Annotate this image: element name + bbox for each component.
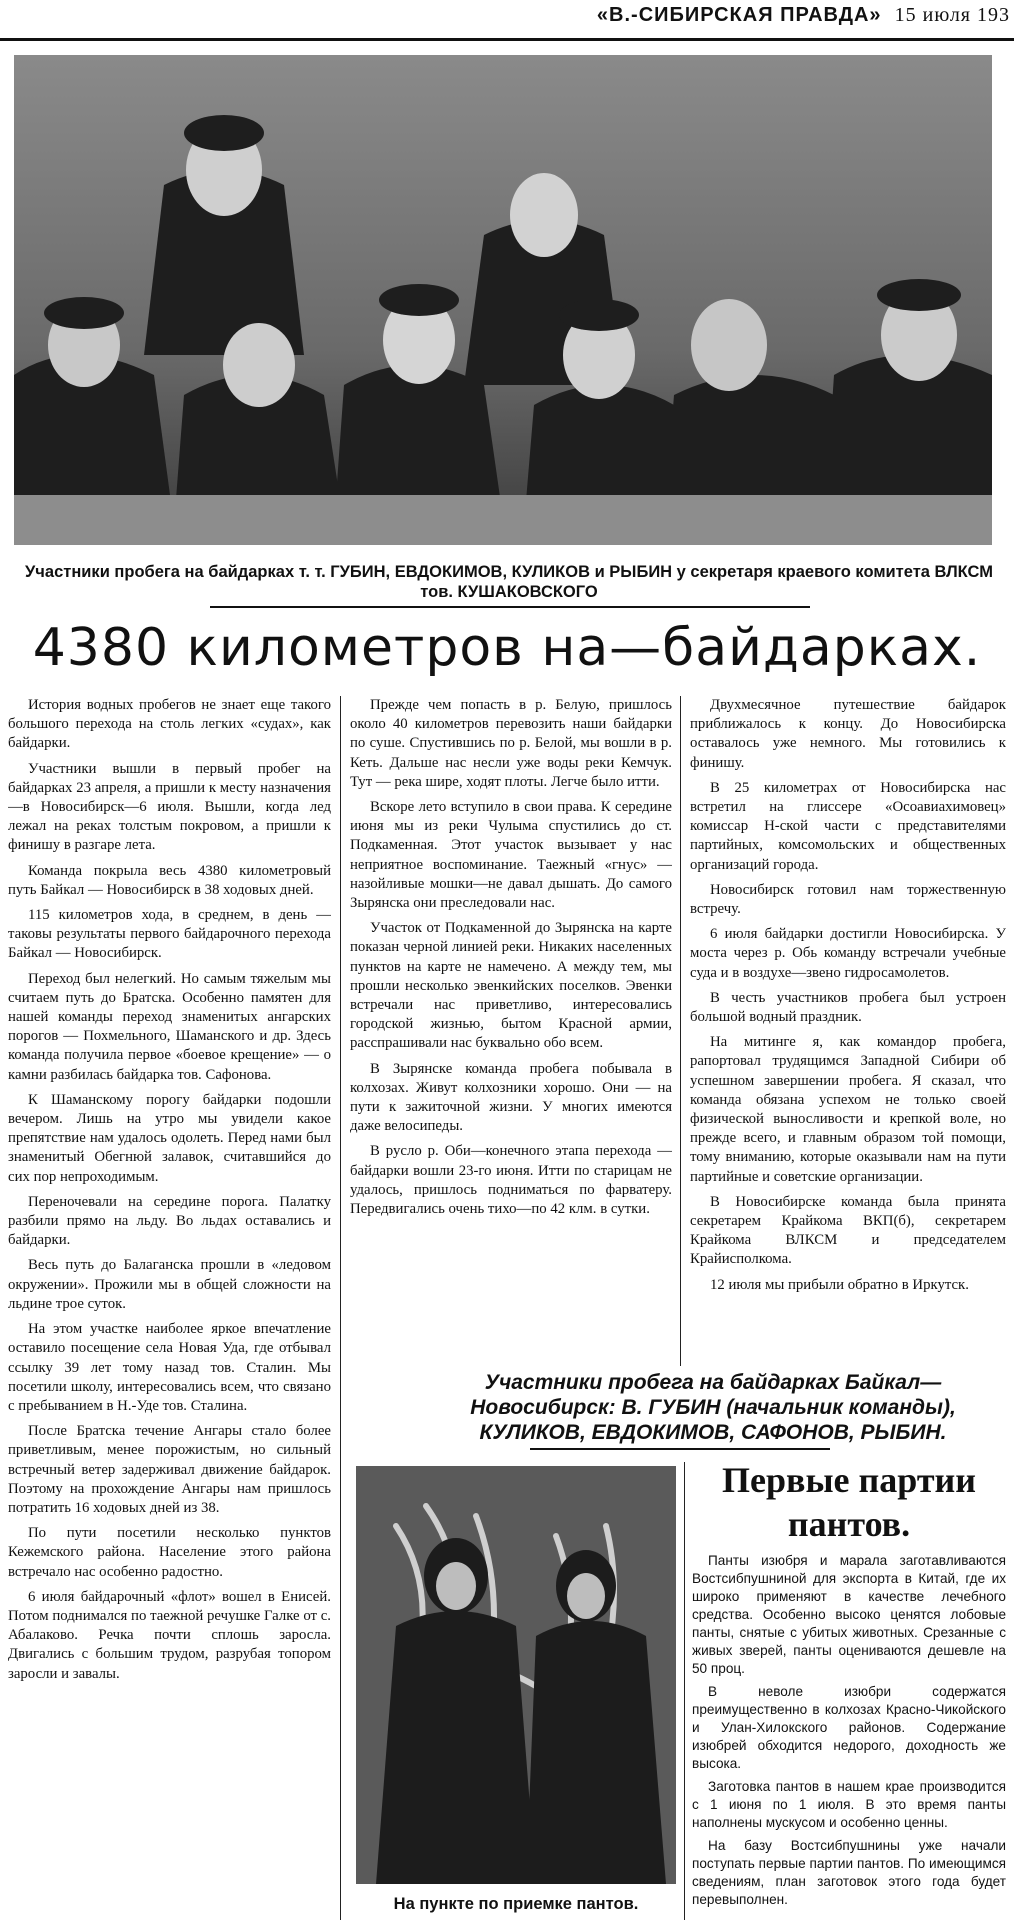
paragraph: Участники вышли в первый пробег на байдарках 23 апреля, а пришли к месту назначения—в Новосибирск—6 июля. Вышли, когда лед лежал на реках толстым покровом, а пришли к финишу в разгаре лета. [8, 760, 331, 854]
paragraph: По пути посетили несколько пунктов Кежемского района. Население этого района встречало нас особенно радостно. [8, 1525, 331, 1580]
column-divider [684, 1462, 685, 1920]
paragraph: Прежде чем попасть в р. Белую, пришлось около 40 километров перевозить наши байдарки по суше. Спустившись по р. Белой, мы вошли в р. Кеть. Дальше нас несли уже воды реки Кемчук. Тут — река шире, ходят плоты. Легче было итти. [350, 697, 672, 790]
paragraph: На базу Востсибпушнины уже начали поступать первые партии пантов. По имеющимся сведениям, план заготовок этого года будет перевыполнен. [692, 1838, 1006, 1907]
participants-list: Участники пробега на байдарках Байкал—Новосибирск: В. ГУБИН (начальник команды), КУЛИКОВ, ЕВДОКИМОВ, САФОНОВ, РЫБИН. [470, 1371, 956, 1444]
paragraph: Вскоре лето вступило в свои права. К середине июня мы из реки Чулыма спустились до ст. Подкаменная. Этот участок вызывает у нас неприятное воспоминание. Таежный «гнус» — назойливые мошки—не давал дышать. До самого Зырянска они преследовали нас. [350, 799, 672, 912]
antlers-photo-image [356, 1466, 676, 1884]
paragraph: Панты изюбря и марала заготавливаются Востсибпушниной для экспорта в Китай, где их широко применяют в качестве лечебного средства. Особенно высоко ценятся лобовые панты, снятые с убитых животных. Срезанные с живых зверей, панты оцениваются дешевле на 50 проц. [692, 1553, 1006, 1676]
participants-photo [14, 55, 992, 545]
paragraph: 12 июля мы прибыли обратно в Иркутск. [710, 1276, 969, 1293]
paragraph: На этом участке наиболее яркое впечатление оставило посещение села Новая Уда, где отбывал ссылку 39 лет тому назад тов. Сталин. Мы посетили школу, интересовались всем, что связано с пребыванием в Н.-Уде тов. Сталина. [8, 1321, 331, 1414]
column-divider [340, 696, 341, 1920]
paragraph: В Новосибирске команда была принята секретарем Крайкома ВКП(б), секретарем Крайкома ВЛКСМ и председателем Крайисполкома. [690, 1193, 1006, 1268]
paragraph: Заготовка пантов в нашем крае производится с 1 июня по 1 июля. В это время панты наполнены мускусом и особенно ценны. [692, 1779, 1006, 1830]
page-header [597, 4, 1010, 27]
article-column-2 [350, 696, 672, 1366]
paragraph: К Шаманскому порогу байдарки подошли вечером. Лишь на утро мы увидели какое препятствие нам удалось одолеть. Перед нами был знаменитый Обегнюй залавок, считавшийся до сих пор непроходимым. [8, 1091, 331, 1185]
paragraph: Переночевали на середине порога. Палатку разбили прямо на льду. Во льдах оставались и байдарки. [8, 1193, 331, 1249]
paragraph: 115 километров хода, в среднем, в день — таковы результаты первого байдарочного перехода Байкал — Новосибирск. [8, 907, 331, 962]
paragraph: Переход был нелегкий. Но самым тяжелым мы считаем путь до Братска. Особенно памятен для нашей команды переход знаменитых ангарских порогов — Похмельного, Шаманского и др. Здесь команда получила первое «боевое крещение» — о камни разбилась байдарка тов. Сафонова. [8, 970, 331, 1083]
paragraph: В 25 километрах от Новосибирска нас встретил на глиссере «Осоавиахимовец» комиссар Н-ской части с представителями партийных, комсомольских и общественных организаций города. [690, 779, 1006, 873]
paragraph: Весь путь до Балаганска прошли в «ледовом окружении». Прожили мы в общей сложности на льдине трое суток. [8, 1257, 331, 1312]
paragraph: В неволе изюбри содержатся преимущественно в колхозах Красно-Чикойского и Улан-Хилокского районов. Содержание изюбрей обходится недорого, доходность же высока. [692, 1684, 1006, 1771]
paragraph: После Братска течение Ангары стало более приветливым, менее порожистым, но сильный встречный ветер задерживал движение байдарок. Поэтому на прохождение Ангары нам пришлось потратить 16 ходовых дней из 38. [8, 1423, 331, 1516]
paragraph: История водных пробегов не знает еще такого большого перехода на столь легких «судах», как байдарки. [8, 697, 331, 752]
paragraph: 6 июля байдарки достигли Новосибирска. У моста через р. Обь команду встречали учебные суда и в воздухе—звено гидросамолетов. [690, 926, 1006, 981]
participants-rule [530, 1448, 830, 1450]
antlers-photo-caption: На пункте по приемке пантов. [393, 1895, 639, 1913]
issue-date: 15 июля 193 [894, 4, 1010, 26]
paragraph: Двухмесячное путешествие байдарок приближалось к концу. До Новосибирска оставалось уже немного. Мы готовились к финишу. [690, 697, 1006, 771]
antlers-photo [356, 1466, 676, 1884]
paragraph: Команда покрыла весь 4380 километровый путь Байкал — Новосибирск в 38 ходовых дней. [8, 862, 331, 898]
newspaper-name: «В.-СИБИРСКАЯ ПРАВДА» [596, 4, 882, 26]
participants-photo-image [14, 55, 992, 545]
article-column-3 [690, 696, 1006, 1366]
paragraph: Участок от Подкаменной до Зырянска на карте показан черной линией реки. Никаких населенных пунктов на карте не намечено. А между тем, мы прошли несколько эвенкийских поселков. Эвенки встречали нас приветливо, интересовались городской жизнью, бытом Красной армии, расспрашивали нас буквально обо всем. [350, 920, 672, 1052]
paragraph: В честь участников пробега был устроен большой водный праздник. [690, 989, 1006, 1026]
caption-rule [210, 606, 810, 608]
antlers-article [692, 1552, 1006, 1920]
column-divider [680, 696, 681, 1366]
paragraph: 6 июля байдарочный «флот» вошел в Енисей. Потом поднимался по таежной речушке Галке от с. Абалаково. Речка почти сплошь заросла. Двигались с большим трудом, разрубая топором заросли и завалы. [8, 1588, 331, 1682]
header-rule [0, 38, 1014, 41]
antlers-headline: Первые партии пантов. [722, 1460, 976, 1544]
article-column-1 [8, 696, 331, 1920]
article-headline: 4380 километров на—байдарках. [32, 618, 982, 678]
paragraph: В русло р. Оби—конечного этапа перехода — байдарки вошли 23-го июня. Итти по старицам не удалось, пришлось подниматься по фарватеру. Передвигались очень тихо—по 42 клм. в сутки. [350, 1143, 672, 1218]
paragraph: В Зырянске команда пробега побывала в колхозах. Живут колхозники хорошо. Они — на пути к зажиточной жизни. У многих имеются даже велосипеды. [350, 1060, 672, 1135]
paragraph: Новосибирск готовил нам торжественную встречу. [690, 881, 1006, 918]
photo-caption: Участники пробега на байдарках т. т. ГУБИН, ЕВДОКИМОВ, КУЛИКОВ и РЫБИН у секретаря краевого комитета ВЛКСМ тов. КУШАКОВСКОГО [25, 563, 993, 601]
paragraph: На митинге я, как командор пробега, рапортовал трудящимся Западной Сибири об успешном завершении пробега. Я сказал, что команда обязана успехом не только своей физической выносливости и крепкой воле, но прежде всего, и главным образом той помощи, тому вниманию, которые оказывали нам на пути партийные и советские организации. [690, 1034, 1006, 1185]
